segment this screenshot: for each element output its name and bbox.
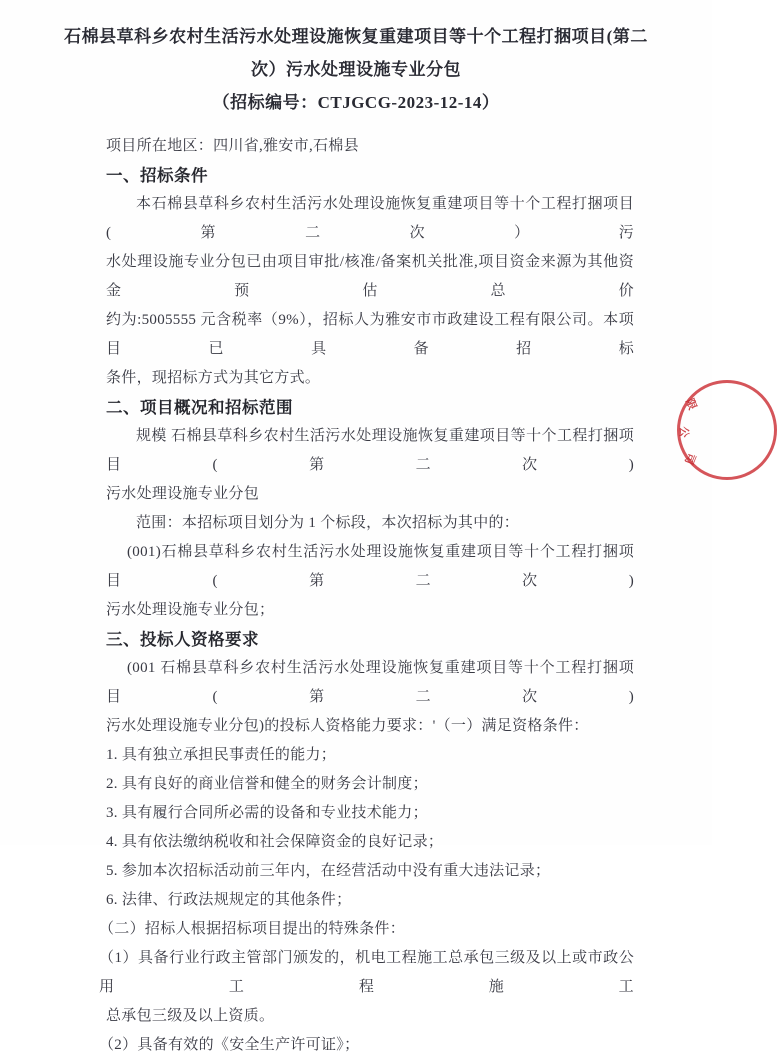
doc-line: 污水处理设施专业分包； xyxy=(106,602,275,618)
doc-line: 污水处理设施专业分包 xyxy=(106,486,260,502)
document-body xyxy=(0,132,712,1060)
doc-line: 本石棉县草科乡农村生活污水处理设施恢复重建项目等十个工程打捆项目(第二次）污 xyxy=(106,196,634,241)
doc-line: 规模 石棉县草科乡农村生活污水处理设施恢复重建项目等十个工程打捆项目(第二次) xyxy=(106,428,634,473)
title-line: 次）污水处理设施专业分包 xyxy=(251,60,461,79)
doc-line: (001)石棉县草科乡农村生活污水处理设施恢复重建项目等十个工程打捆项目(第二次) xyxy=(106,544,634,589)
doc-line: （二）招标人根据招标项目提出的特殊条件： xyxy=(99,921,406,937)
list-item: 4. 具有依法缴纳税收和社会保障资金的良好记录； xyxy=(106,834,444,850)
list-item: 3. 具有履行合同所必需的设备和专业技术能力； xyxy=(106,805,428,821)
list-item: 6. 法律、行政法规规定的其他条件； xyxy=(106,892,352,908)
doc-line: 总承包三级及以上资质。 xyxy=(106,1008,275,1024)
section-heading-1: 一、招标条件 xyxy=(106,166,208,185)
document-title xyxy=(0,0,712,119)
list-item: 1. 具有独立承担民事责任的能力； xyxy=(106,747,337,763)
section-heading-2: 二、项目概况和招标范围 xyxy=(106,398,293,417)
section-heading-3: 三、投标人资格要求 xyxy=(106,630,259,649)
doc-line: （2）具备有效的《安全生产许可证》； xyxy=(99,1037,360,1053)
doc-line: 水处理设施专业分包已由项目审批/核准/备案机关批准,项目资金来源为其他资金预估总价 xyxy=(106,254,634,299)
seal-character: 限 xyxy=(682,397,699,412)
doc-line: (001 石棉县草科乡农村生活污水处理设施恢复重建项目等十个工程打捆项目(第二次) xyxy=(106,660,634,705)
seal-character: 司 xyxy=(681,451,698,466)
doc-line: （1）具备行业行政主管部门颁发的，机电工程施工总承包三级及以上或市政公用工程施工 xyxy=(99,950,634,995)
doc-line: 污水处理设施专业分包)的投标人资格能力要求：'（一）满足资格条件： xyxy=(106,718,589,734)
tender-number-line: （招标编号：CTJGCG-2023-12-14） xyxy=(212,93,500,112)
location-line: 项目所在地区：四川省,雅安市,石棉县 xyxy=(106,138,359,154)
doc-line: 约为:5005555 元含税率（9%），招标人为雅安市市政建设工程有限公司。本项目已具备招标 xyxy=(106,312,634,357)
doc-line: 范围：本招标项目划分为 1 个标段，本次招标为其中的： xyxy=(136,515,520,531)
list-item: 2. 具有良好的商业信誉和健全的财务会计制度； xyxy=(106,776,428,792)
title-line: 石棉县草科乡农村生活污水处理设施恢复重建项目等十个工程打捆项目(第二 xyxy=(64,27,648,46)
doc-line: 条件，现招标方式为其它方式。 xyxy=(106,370,321,386)
list-item: 5. 参加本次招标活动前三年内，在经营活动中没有重大违法记录； xyxy=(106,863,551,879)
seal-character: 公 xyxy=(677,426,690,438)
